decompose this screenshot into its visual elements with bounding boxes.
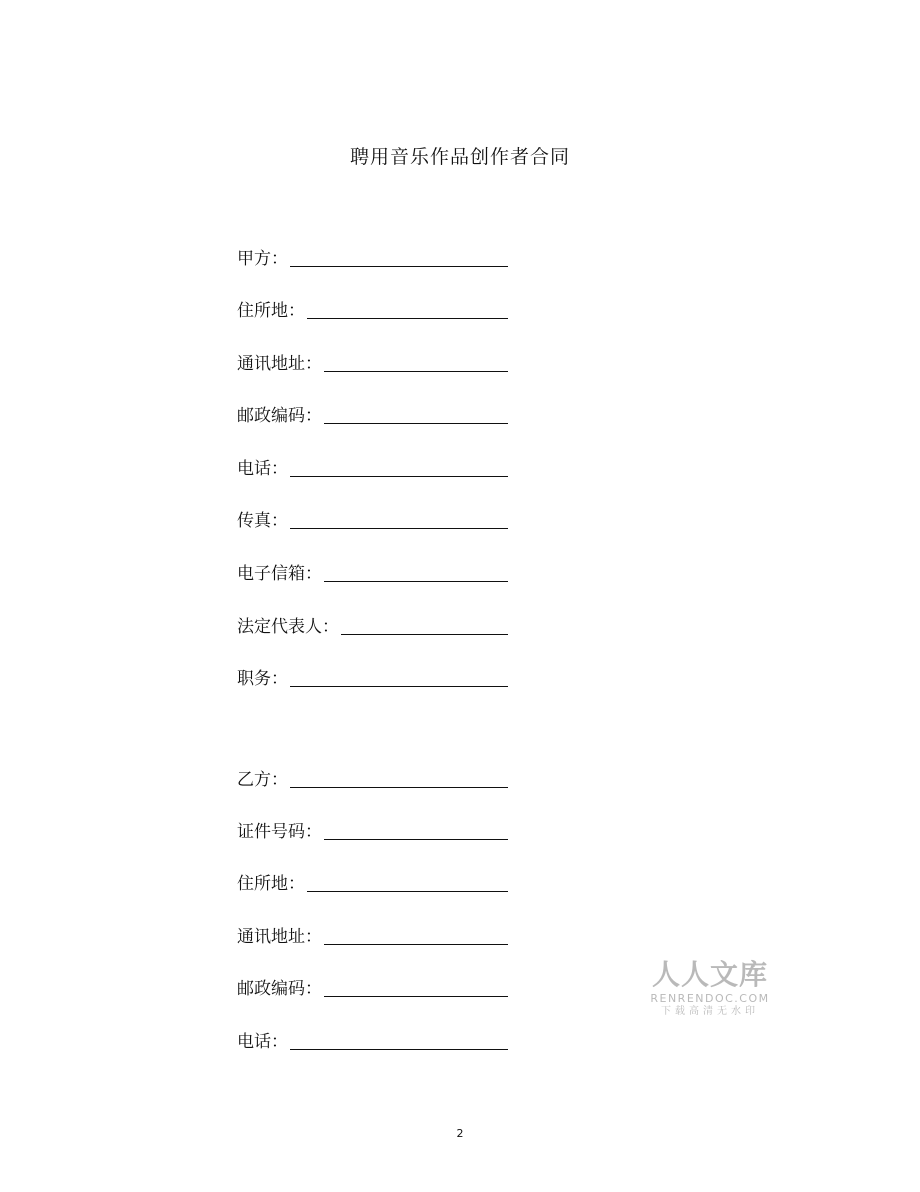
blank-line (290, 512, 508, 529)
blank-line (324, 355, 508, 372)
field-label: 通讯地址： (237, 927, 322, 947)
document-title: 聘用音乐作品创作者合同 (349, 146, 570, 168)
blank-line (324, 980, 508, 997)
blank-line (324, 823, 508, 840)
party-a-position-field (237, 668, 508, 690)
field-label: 住所地： (237, 301, 305, 321)
party-a-postal-code-field (237, 405, 508, 427)
party-b-mailing-address-field (237, 926, 508, 948)
field-label: 法定代表人： (237, 617, 339, 637)
page-number: 2 (456, 1127, 464, 1140)
party-a-legal-representative-field (237, 616, 508, 638)
field-label: 传真： (237, 511, 288, 531)
watermark-sub-text: 下载高清无水印 (661, 1006, 759, 1017)
field-label: 证件号码： (237, 822, 322, 842)
field-label: 通讯地址： (237, 354, 322, 374)
blank-line (307, 875, 508, 892)
field-label: 电子信箱： (237, 564, 322, 584)
blank-line (341, 618, 508, 635)
blank-line (307, 302, 508, 319)
field-label: 电话： (237, 1032, 288, 1052)
watermark-logo (640, 958, 780, 1019)
blank-line (324, 565, 508, 582)
blank-line (290, 250, 508, 267)
blank-line (290, 460, 508, 477)
field-label: 乙方： (237, 770, 288, 790)
party-b-id-number-field (237, 821, 508, 843)
blank-line (290, 1033, 508, 1050)
field-label: 邮政编码： (237, 979, 322, 999)
blank-line (290, 670, 508, 687)
blank-line (290, 771, 508, 788)
blank-line (324, 407, 508, 424)
party-b-address-field (237, 873, 508, 895)
watermark-url-text: RENRENDOC.COM (650, 992, 770, 1005)
party-b-field (237, 769, 508, 791)
blank-line (324, 928, 508, 945)
field-label: 职务： (237, 669, 288, 689)
party-a-mailing-address-field (237, 353, 508, 375)
party-b-phone-field (237, 1031, 508, 1053)
field-label: 邮政编码： (237, 406, 322, 426)
party-b-postal-code-field (237, 978, 508, 1000)
party-a-phone-field (237, 458, 508, 480)
party-a-fax-field (237, 510, 508, 532)
party-a-address-field (237, 300, 508, 322)
field-label: 电话： (237, 459, 288, 479)
party-a-email-field (237, 563, 508, 585)
field-label: 住所地： (237, 874, 305, 894)
field-label: 甲方： (237, 249, 288, 269)
watermark-main-text: 人人文库 (651, 958, 768, 991)
party-a-field (237, 248, 508, 270)
